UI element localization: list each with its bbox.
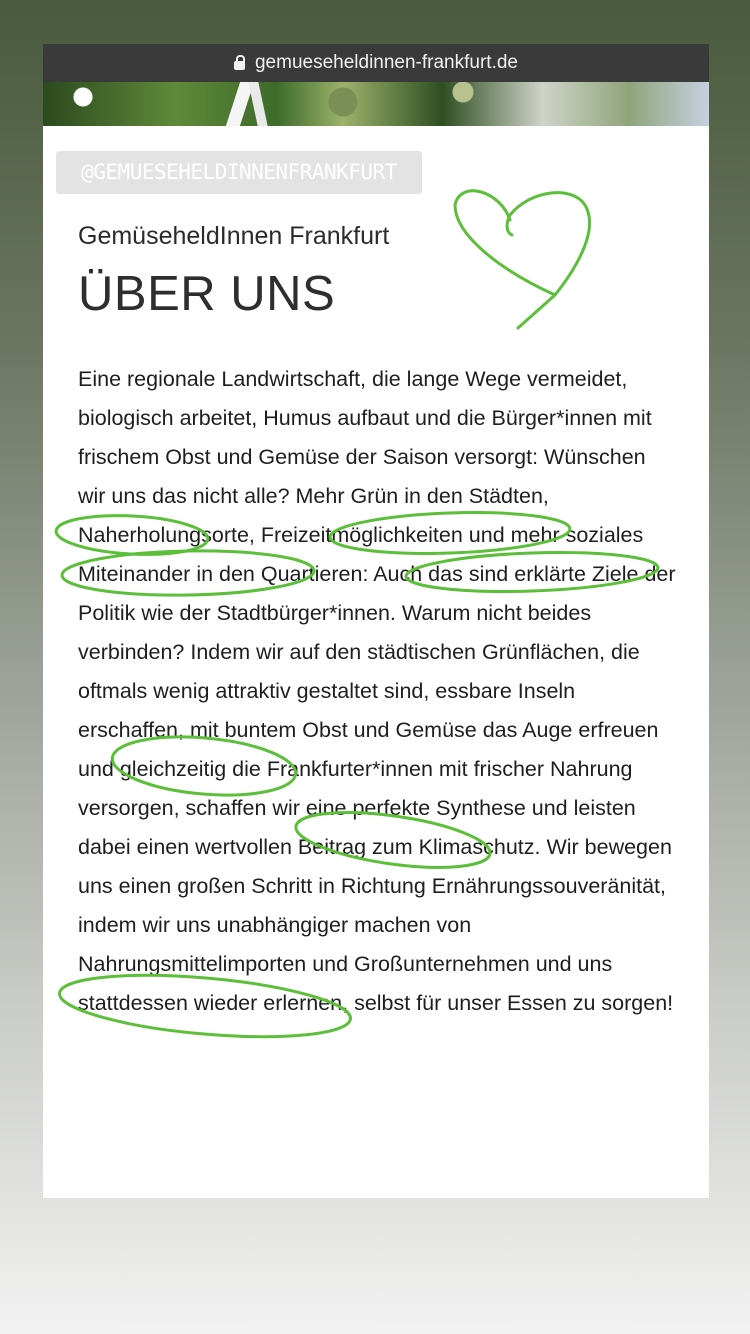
browser-url-bar[interactable] <box>43 44 709 82</box>
page-title: ÜBER UNS <box>78 267 336 321</box>
lock-icon <box>234 61 245 70</box>
mention-sticker[interactable]: @GEMUESEHELDINNENFRANKFURT <box>56 151 422 194</box>
url-text: gemueseheldinnen-frankfurt.de <box>254 52 518 73</box>
about-body-text: Eine regionale Landwirtschaft, die lange Wege vermeidet, biologisch arbeitet, Humus aufbaut und die Bürger*innen mit frischem Obst und Gemüse der Saison versorgt: Wünschen wir uns das nicht alle? Mehr Grün in den Städten, Naherholungsorte, Freizeitmöglichkeiten und mehr soziales Miteinander in den Quartieren: Auch das sind erklärte Ziele der Politik wie der Stadtbürger*innen. Warum nicht beides verbinden? Indem wir auf den städtischen Grünflächen, die oftmals wenig attraktiv gestaltet sind, essbare Inseln erschaffen, mit buntem Obst und Gemüse das Auge erfreuen und gleichzeitig die Frankfurter*innen mit frischer Nahrung versorgen, schaffen wir eine perfekte Synthese und leisten dabei einen wertvollen Beitrag zum Klimaschutz. Wir bewegen uns einen großen Schritt in Richtung Ernährungssouveränität, indem wir uns unabhängiger machen von Nahrungsmittelimporten und Großunternehmen und uns stattdessen wieder erlernen, selbst für unser Essen zu sorgen! <box>78 367 676 1015</box>
header-banner-image <box>43 82 709 126</box>
page-subtitle: GemüseheldInnen Frankfurt <box>78 222 390 250</box>
webpage-card <box>43 44 709 1198</box>
